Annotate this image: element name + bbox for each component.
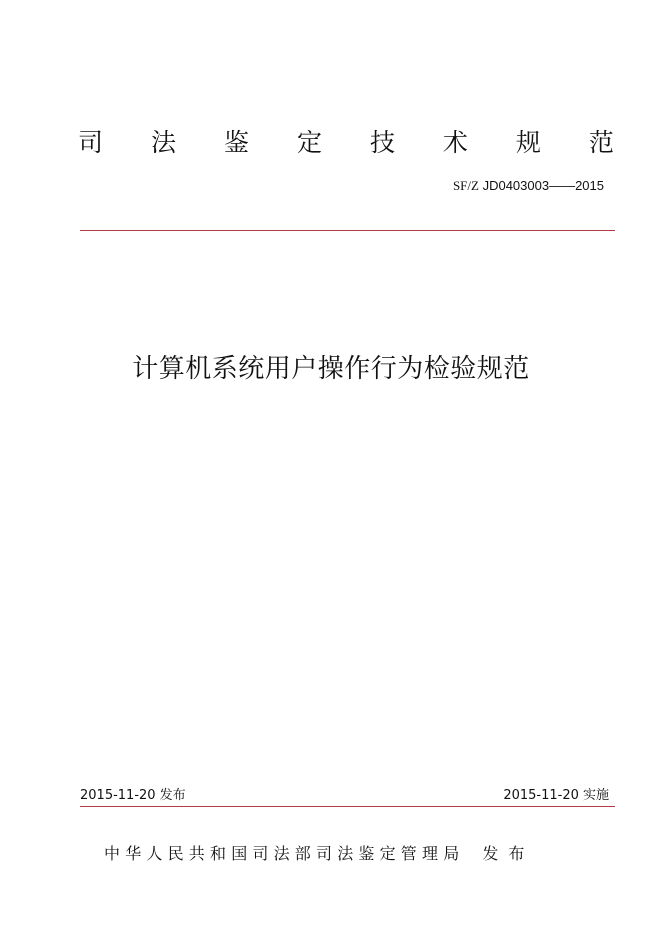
issuing-authority: 中华人民共和国司法部司法鉴定管理局 [104, 844, 465, 863]
series-char: 术 [442, 128, 468, 157]
issue-date: 2015-11-20 发布 [80, 788, 186, 803]
publish-label: 发布 [482, 844, 535, 863]
series-char: 规 [515, 128, 541, 157]
series-char: 定 [296, 128, 322, 157]
series-char: 法 [150, 128, 176, 157]
bottom-divider [80, 806, 615, 807]
top-divider [80, 230, 615, 231]
series-char: 鉴 [223, 128, 249, 157]
standard-prefix: SF/Z [452, 178, 479, 193]
issuing-authority-line [104, 843, 534, 865]
standard-number [453, 178, 604, 194]
implementation-date: 2015-11-20 实施 [503, 788, 609, 803]
series-char: 司 [78, 128, 104, 157]
series-char: 技 [369, 128, 395, 157]
standard-series-title [78, 128, 614, 158]
series-char: 范 [588, 128, 614, 157]
standard-code: JD0403003——2015 [482, 178, 604, 193]
document-title: 计算机系统用户操作行为检验规范 [132, 354, 530, 384]
